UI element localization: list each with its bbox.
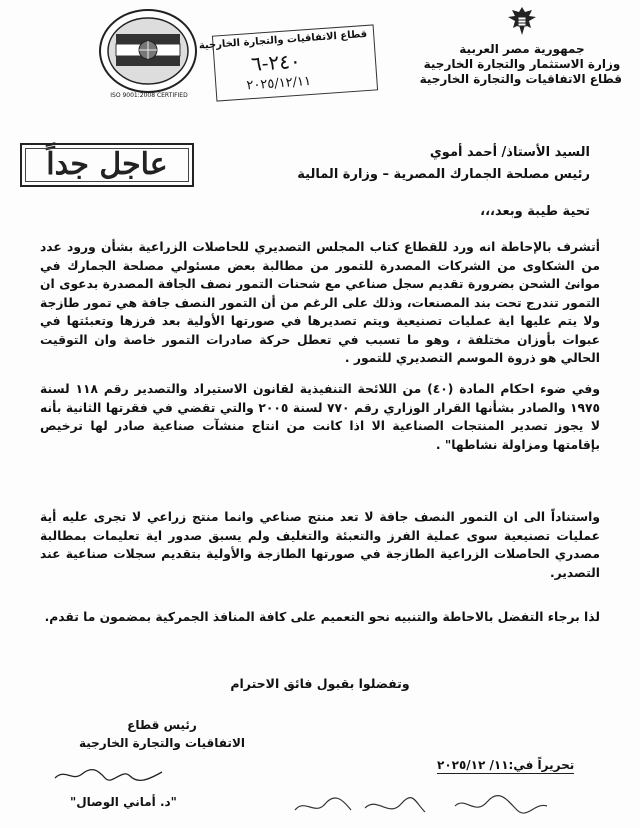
eagle-emblem-icon [505, 4, 539, 38]
sector-logo-icon [98, 8, 198, 94]
header-country: جمهورية مصر العربية [459, 42, 585, 56]
registration-stamp [198, 24, 378, 101]
stamp-date: ٢٠٢٥/١٢/١١ [245, 73, 312, 94]
urgent-stamp: عاجل جداً [20, 143, 194, 187]
letterhead [419, 4, 622, 87]
recipient-name: السيد الأستاذ/ أحمد أموي [429, 145, 590, 160]
handwritten-signature-icon [50, 764, 170, 786]
recipient-title: رئيس مصلحة الجمارك المصرية – وزارة المالية [297, 167, 590, 182]
header-ministry: وزارة الاستثمار والتجارة الخارجية [423, 57, 621, 71]
body-paragraph-4: لذا برجاء التفضل بالاحاطة والتنبيه نحو التعميم على كافة المنافذ الجمركية بمضمون ما تقدم. [44, 610, 600, 624]
body-paragraph-1: أتشرف بالإحاطة انه ورد للقطاع كتاب المجلس التصديري للحاصلات الزراعية بشأن ورود عدد من الشكاوى من الشركات المصدرة للتمور من مطالبة بعض مسئولي مصلحة الجمارك في موانئ الشحن بضرورة تقديم سجل صناعي مع شحنات التمور نصف الجافة المصدرة بدعوى ان التمور تندرج تحت بند المصنعات، وذلك على الرغم من أن التمور النصف جافة هي تمور طازجة ولا يتم عليها اية عمليات تصنيعية ويتم تصديرها في صورتها الأولية بعد فرزها وتعبئتها في عبوات بأوزان مختلفة ، وهو ما تسبب في تعطل حركة صادرات التمور خاصة وان التوقيت الحالي هو ذروة الموسم التصديري للتمور . [40, 240, 600, 365]
greeting: تحية طيبة وبعد،،، [480, 204, 590, 219]
handwritten-annotation-icon [285, 790, 555, 824]
stamp-number: ٢٤٠-٦ [250, 48, 302, 77]
recipient-block [297, 142, 590, 186]
issue-date: تحريراً في:١١/ ٢٠٢٥/١٢ [437, 758, 575, 772]
stamp-title: قطاع الاتفاقيات والتجارة الخارجية [198, 28, 368, 52]
signatory-title [79, 716, 245, 752]
header-sector: قطاع الاتفاقيات والتجارة الخارجية [419, 72, 622, 86]
closing-line: وتفضلوا بقبول فائق الاحترام [230, 676, 410, 691]
body-paragraph-3: واستناداً الى ان التمور النصف جافة لا تعد منتج صناعي وانما منتج زراعي لا تجرى عليه أية عمليات تصنيعية سوى عملية الفرز والتعبئة والتغليف ولم يسبق صدور اية تعليمات بمطالبة مصدري الحاصلات الزراعية الطازجة في صورتها الطازجة والأولية بتقديم سجلات صناعية عند التصدير. [40, 510, 600, 580]
body-paragraph-2: وفي ضوء احكام المادة (٤٠) من اللائحة التنفيذية لقانون الاستيراد والتصدير رقم ١١٨ لسنة ١٩٧٥ والصادر بشأنها القرار الوزاري رقم ٧٧٠ لسنة ٢٠٠٥ والتي تقضي في فقرتها الثانية بأنه لا يجوز تصدير المنتجات الصناعية الا اذا كانت من انتاج منشآت صناعية صادر لها ترخيص بإقامتها ومزاولة نشاطها" . [40, 382, 601, 452]
signatory-title-line-1: رئيس قطاع [127, 718, 197, 732]
logo-caption: ISO 9001:2008 CERTIFIED [110, 92, 188, 99]
signatory-name: "د. أماني الوصال" [70, 795, 177, 809]
signatory-title-line-2: الاتفاقيات والتجارة الخارجية [78, 736, 245, 750]
